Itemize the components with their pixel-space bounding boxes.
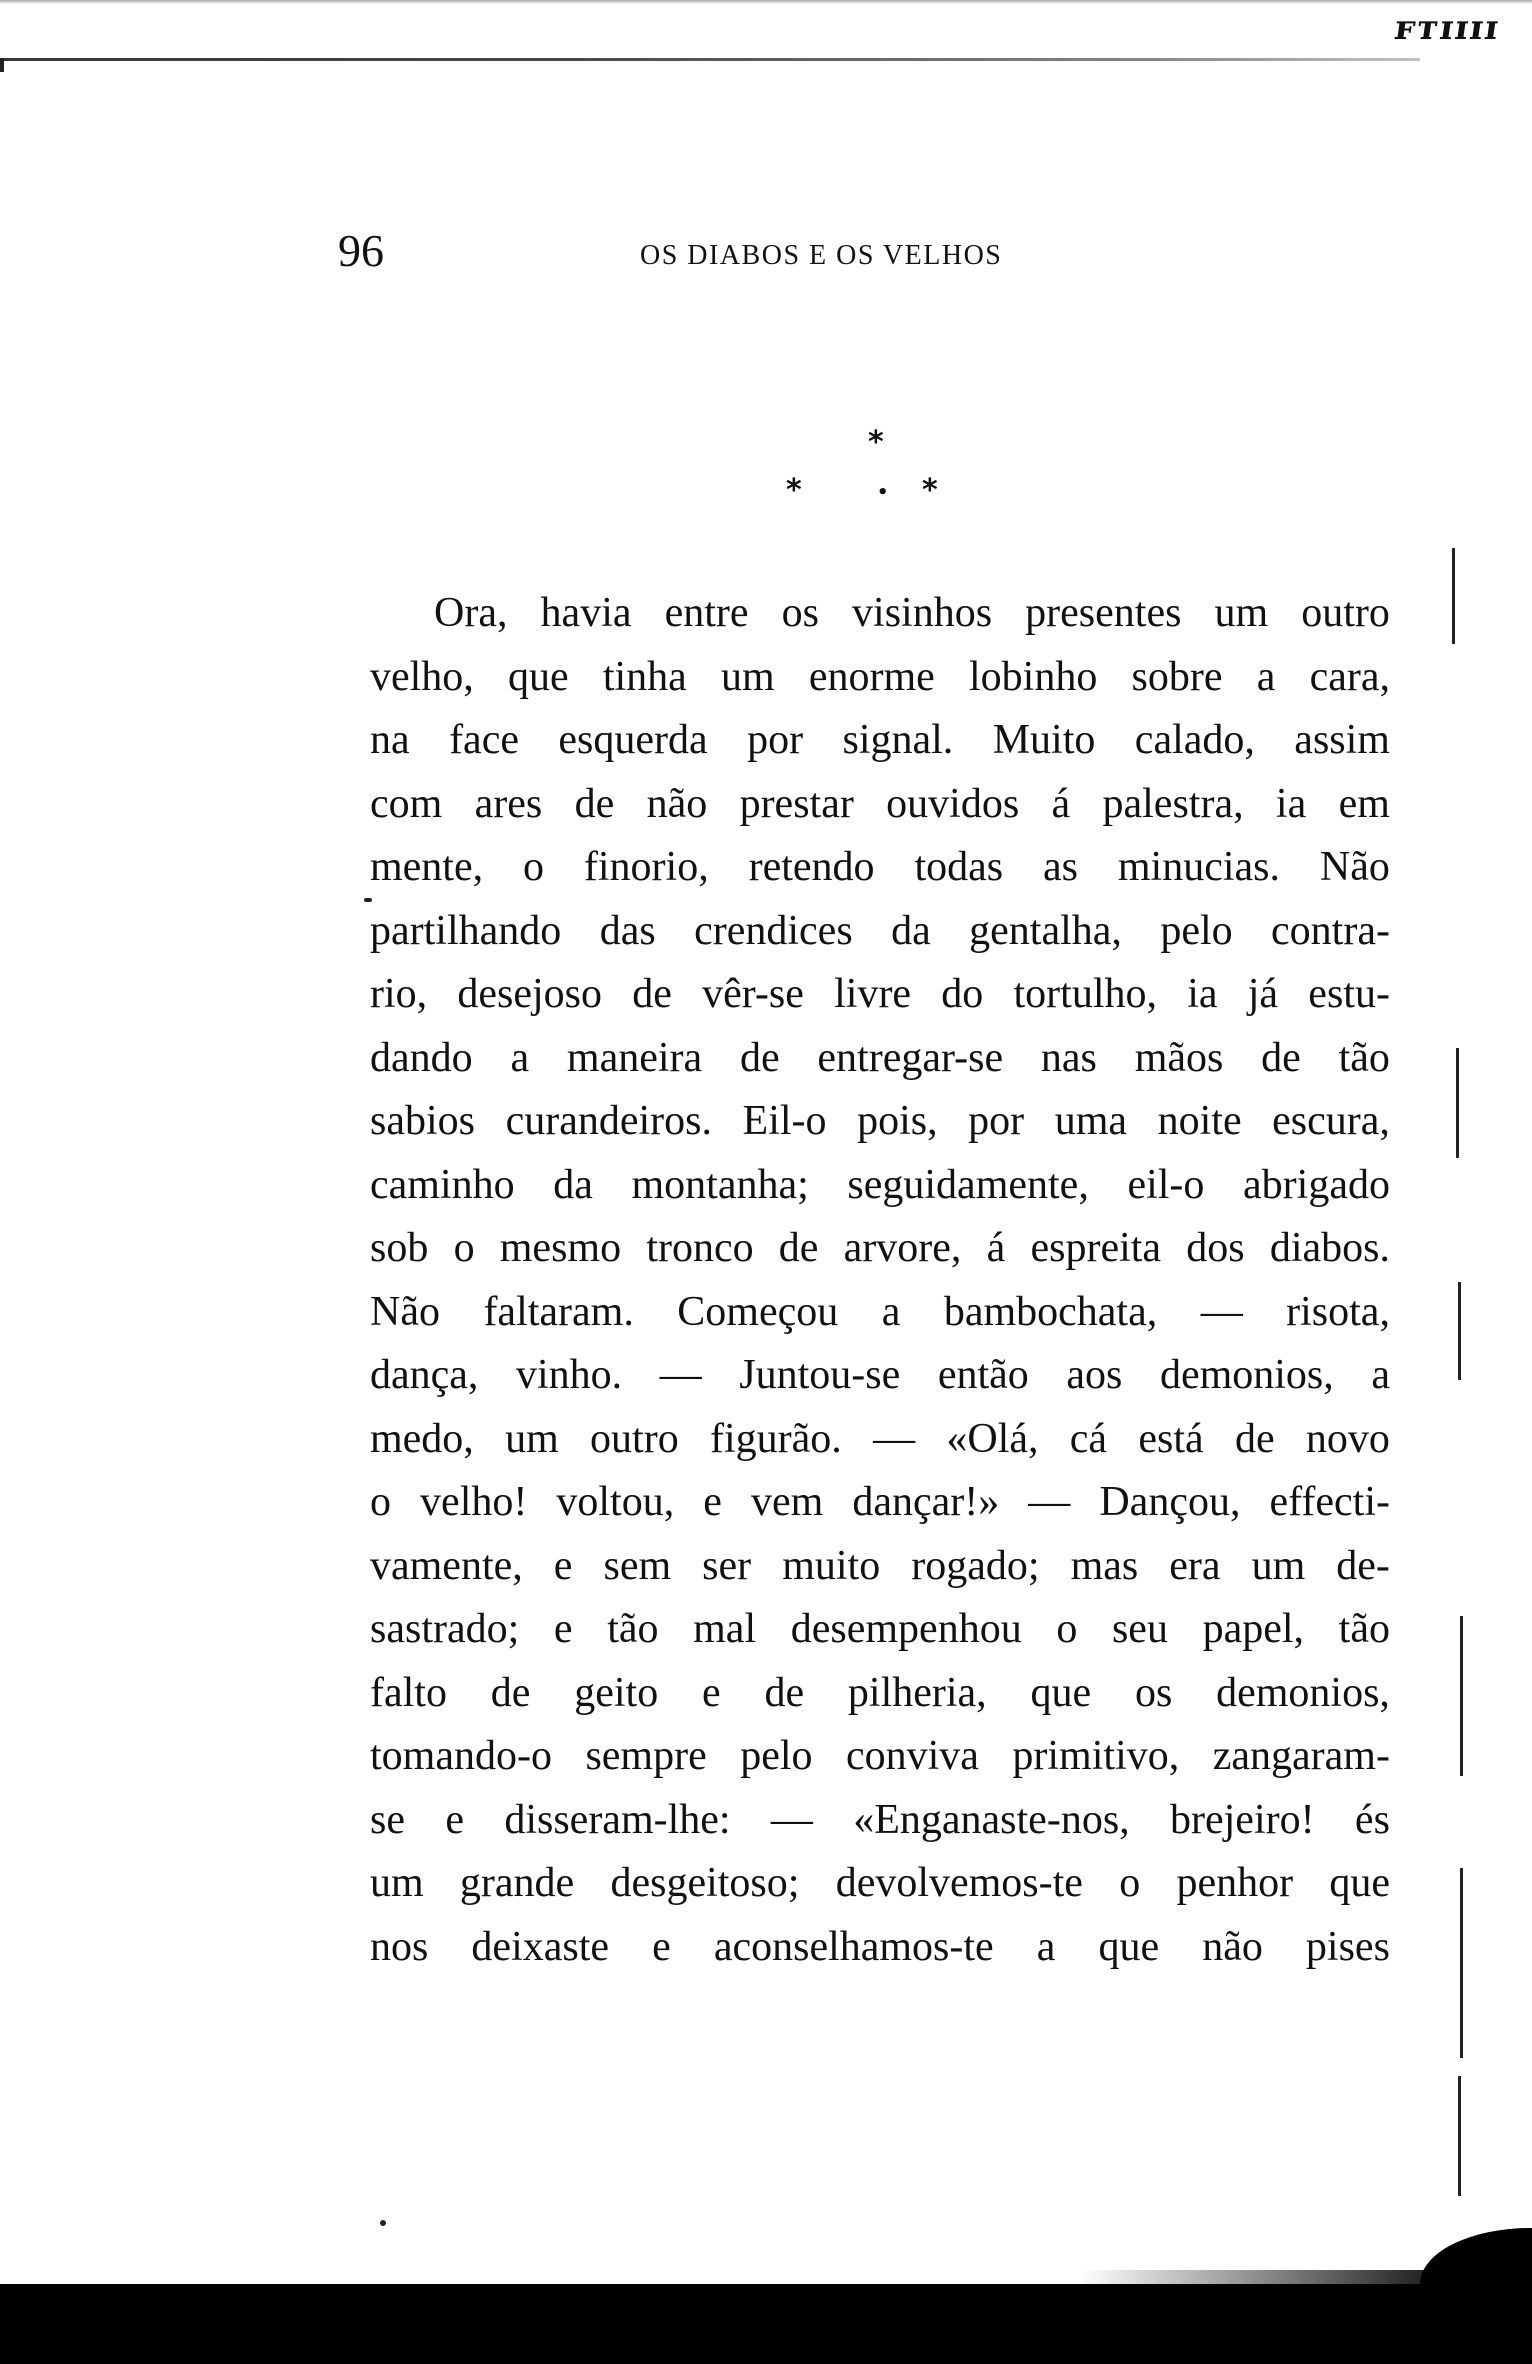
- text-line: na face esquerda por signal. Muito calado, assim: [370, 717, 1390, 763]
- scan-bottom-bar: [0, 2284, 1532, 2364]
- scan-top-edge: [0, 0, 1532, 4]
- text-line: sob o mesmo tronco de arvore, á espreita dos diabos.: [370, 1225, 1390, 1271]
- text-line: medo, um outro figurão. — «Olá, cá está de novo: [370, 1415, 1390, 1462]
- text-line: Ora, havia entre os visinhos presentes um outro: [434, 590, 1390, 636]
- scan-margin-line: [1452, 548, 1455, 644]
- section-break-asterisks: [760, 420, 960, 520]
- text-line: falto de geito e de pilheria, que os demonios,: [370, 1669, 1390, 1716]
- asterisk-center-dot: •: [877, 482, 889, 503]
- scan-speck: [380, 2220, 386, 2226]
- text-line: o velho! voltou, e vem dançar!» — Dançou, effecti-: [370, 1479, 1390, 1525]
- scan-bottom-curl: [1420, 2228, 1532, 2288]
- scan-margin-line: [1456, 1048, 1459, 1158]
- text-line: mente, o finorio, retendo todas as minucias. Não: [370, 844, 1390, 890]
- text-line: sastrado; e tão mal desempenhou o seu papel, tão: [370, 1606, 1390, 1652]
- text-line: um grande desgeitoso; devolvemos-te o penhor que: [370, 1860, 1390, 1906]
- scan-corner-marks: ꜰᴛɪɪɪɪ: [1392, 8, 1503, 48]
- text-line: nos deixaste e aconselhamos-te a que não pises: [370, 1923, 1390, 1970]
- asterisk-left: *: [786, 473, 802, 508]
- running-head: [338, 225, 1098, 288]
- scan-speck: [364, 898, 372, 902]
- page-number: 96: [338, 225, 384, 276]
- text-line: rio, desejoso de vêr-se livre do tortulho, ia já estu-: [370, 971, 1390, 1017]
- text-line: velho, que tinha um enorme lobinho sobre a cara,: [370, 653, 1390, 700]
- asterisk-top: *: [868, 425, 884, 460]
- scan-top-rule-tick: [0, 58, 4, 72]
- asterisk-right: *: [922, 473, 938, 508]
- scan-margin-line: [1460, 1616, 1463, 1776]
- text-line: dança, vinho. — Juntou-se então aos demonios, a: [370, 1352, 1390, 1398]
- text-line: tomando-o sempre pelo conviva primitivo, zangaram-: [370, 1733, 1390, 1779]
- text-line: sabios curandeiros. Eil-o pois, por uma noite escura,: [370, 1098, 1390, 1144]
- scan-margin-line: [1458, 1282, 1461, 1380]
- scan-top-rule: [0, 58, 1420, 61]
- text-line: se e disseram-lhe: — «Enganaste-nos, brejeiro! és: [370, 1796, 1390, 1843]
- text-line: partilhando das crendices da gentalha, pelo contra-: [370, 907, 1390, 954]
- text-line: Não faltaram. Começou a bambochata, — risota,: [370, 1288, 1390, 1335]
- text-line: com ares de não prestar ouvidos á palestra, ia em: [370, 780, 1390, 827]
- running-title: OS DIABOS E OS VELHOS: [640, 240, 1003, 271]
- text-line: caminho da montanha; seguidamente, eil-o abrigado: [370, 1161, 1390, 1208]
- scan-margin-line: [1458, 2076, 1461, 2196]
- text-line: vamente, e sem ser muito rogado; mas era um de-: [370, 1542, 1390, 1589]
- body-paragraph: [370, 582, 1390, 1979]
- text-line: dando a maneira de entregar-se nas mãos de tão: [370, 1034, 1390, 1081]
- scan-margin-line: [1460, 1868, 1463, 2058]
